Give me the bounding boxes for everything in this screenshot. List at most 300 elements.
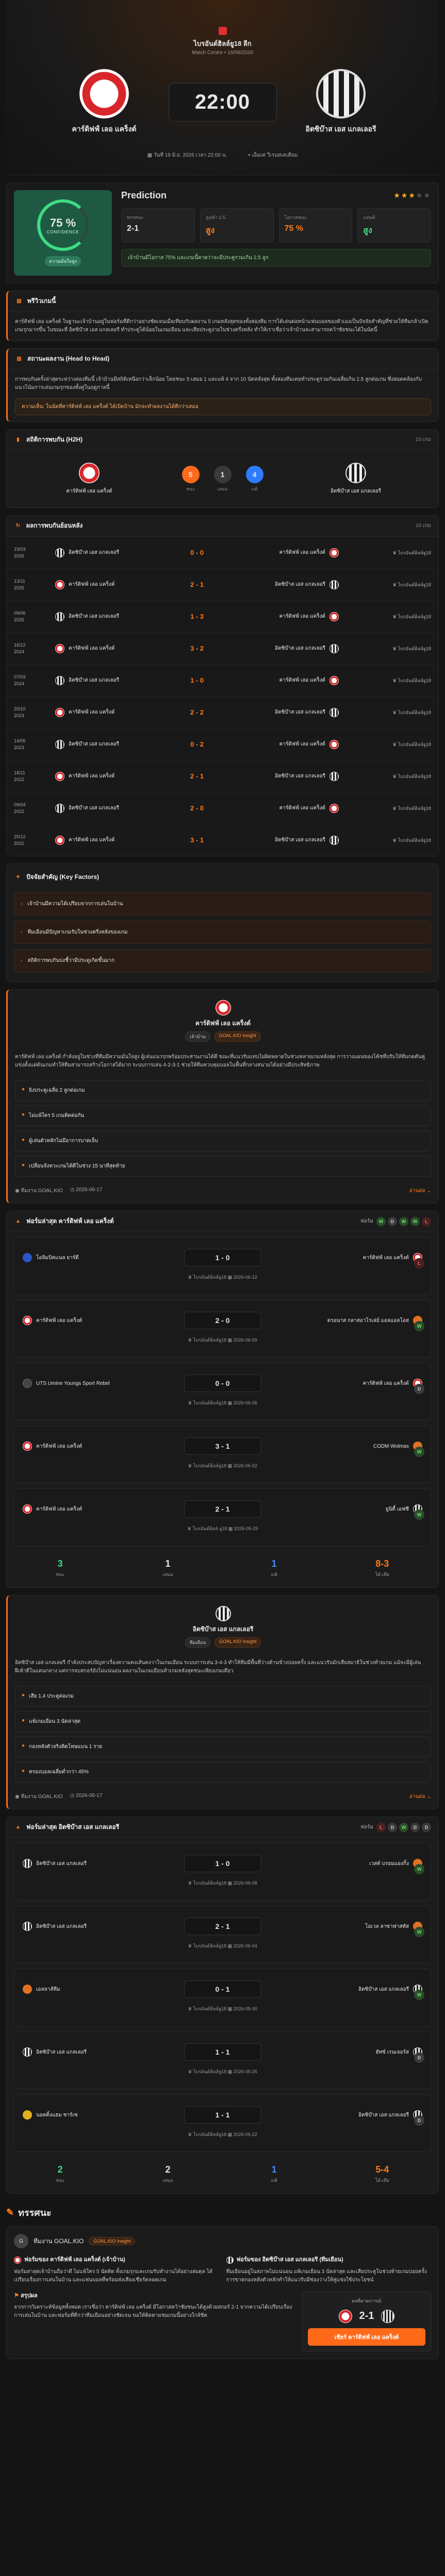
match-hero [6,0,439,175]
form-result-badge: W [414,1927,424,1937]
prediction-cell [200,208,274,243]
form-team-home [23,1379,157,1388]
form-team-home [23,1504,157,1514]
h2h-team-away-name: อิตซิบ๊าส เอส แกลเลอรี [275,709,325,715]
form-match-teams [14,2095,431,2124]
away-form-title: ฟอร์มล่าสุด อิตซิบ๊าส เอส แกลเลอรี [26,1823,120,1831]
form-team-home-name: อิตซิบ๊าส เอส แกลเลอรี [36,1923,87,1929]
prediction-cell-label: สูง/ต่ำ 2.5 [205,215,226,220]
h2h-team-home-name: คาร์ดิฟฟ์ เลอ แคร็งต์ [69,646,115,651]
h2h-date-day: 18/11 [14,770,25,775]
form-match-row[interactable] [14,2031,431,2089]
home-team-crest-icon [216,1000,231,1015]
cheer-button[interactable]: เชียร์ คาร์ดิฟฟ์ เลอ แคร็งต์ [308,2328,425,2346]
trophy-icon: ♛ [392,709,398,715]
form-league: ไบรอันต์ฮิลล์ยู18 [193,2132,227,2137]
h2h-row[interactable] [7,536,438,568]
h2h-date-year: 2025 [14,585,25,590]
draws-count: 1 [214,466,232,483]
prediction-cell-value: 75 % [284,224,303,233]
home-team[interactable] [53,69,156,135]
h2h-date-day: 19/03 [14,546,26,552]
h2h-team-away [225,612,339,621]
preview-card [6,291,439,341]
h2h-team-away-name: คาร์ดิฟฟ์ เลอ แคร็งต์ [279,550,325,555]
preview-title: พรีวิวเกมนี้ [27,297,56,304]
comment-home-block [14,2256,219,2284]
form-summary-value: 3 [57,1558,63,1569]
team-crest-icon [55,740,64,749]
h2h-date [14,738,55,751]
h2h-team-away [225,836,339,845]
form-summary-value: 8-3 [375,1558,389,1569]
h2h-team-away-name: คาร์ดิฟฟ์ เลอ แคร็งต์ [279,677,325,683]
h2h-team-away [225,644,339,653]
form-team-home [23,1316,157,1325]
form-summary-item [271,1558,277,1578]
home-analysis-author [15,1187,63,1195]
h2h-team-away [225,740,339,749]
h2h-summary-text: การพบกันครั้งล่าสุดระหว่างสองทีมนี้ เจ้าบ้านมีสถิติเหนือกว่าเล็กน้อย โดยชนะ 5 เสมอ 1 และแพ้ 4 จาก 10 นัดหลังสุด ทั้งสองทีมเคยทำประตูรวมกันเฉลี่ยเกิน 2.5 ลูกต่อเกม ซึ่งสอดคล้องกับแนวโน้มการเล่นเกมรุกของทั้งคู่ในฤดูกาลนี้ [15,377,422,391]
form-result-badge: D [422,1823,431,1832]
bullet-icon: ● [22,1692,25,1698]
team-crest-icon [23,1922,32,1931]
key-factor-text: สถิติการพบกันบ่งชี้ว่ามีประตูเกิดขึ้นมาก [27,958,115,963]
h2h-team-away [225,708,339,717]
comment-final-block [14,2292,295,2351]
h2h-league-name: ไบรอันต์ฮิลล์ยู18 [398,837,431,843]
away-team-crest-icon [316,69,366,118]
comment-section-title [6,2205,439,2220]
rating-stars [393,191,431,200]
form-team-away-name: อิตซิบ๊าส เอส แกลเลอรี [358,2112,409,2118]
prediction-cell [279,208,353,243]
h2h-date-year: 2024 [14,681,25,686]
form-team-home-name: นอตติ้งแฮม ซาร์เซ [36,2112,78,2118]
bullet-icon: ● [22,1718,25,1723]
h2h-league [339,741,431,748]
form-league: ไบรอันต์ฮิลล์ยู18 [193,1275,227,1280]
form-match-row[interactable] [14,1363,431,1420]
star-icon: ★ [393,191,401,199]
h2h-league-name: ไบรอันต์ฮิลล์ยู18 [398,582,431,587]
form-match-meta [14,2005,431,2012]
confidence-pill: ความมั่นใจสูง [45,256,81,266]
draws-label: เสมอ [217,486,228,492]
h2h-row[interactable] [7,632,438,664]
home-analysis-insight-tag: GOAL.KIO Insight [215,1031,261,1042]
h2h-score: 0 - 0 [190,549,204,556]
h2h-league-name: ไบรอันต์ฮิลล์ยู18 [398,741,431,747]
comment-final-text: จากการวิเคราะห์ข้อมูลทั้งหมด เราเชื่อว่า คาร์ดิฟฟ์ เลอ แคร็งต์ มีโอกาสคว้าชัยชนะได้สูงด้วยสกอร์ 2-1 จากความได้เปรียบเรื่องการเล่นในบ้าน และฟอร์มที่ดีกว่าทีมเยือนอย่างชัดเจน ขอให้ติดตามชมเกมนี้อย่างใกล้ชิด [14,2304,292,2319]
calendar-icon: ▦ [228,1526,234,1531]
form-summary-item [271,2164,277,2184]
home-analysis-points [8,1080,438,1177]
form-match-row[interactable] [14,1906,431,1963]
analysis-point-text: ยิงประตูเฉลี่ย 2 ลูกต่อเกม [29,1088,85,1093]
h2h-team-home-name: คาร์ดิฟฟ์ เลอ แคร็งต์ [69,773,115,779]
document-icon: ▤ [17,298,22,304]
form-date: 2026-05-22 [233,2132,257,2137]
trophy-icon: ♛ [188,1463,193,1468]
h2h-league [339,581,431,588]
comment-card [6,2226,439,2359]
key-factor-text: เจ้าบ้านมีความได้เปรียบจากการเล่นในบ้าน [27,901,123,907]
h2h-team-home [55,676,169,685]
form-match-row[interactable] [14,1488,431,1546]
away-analysis-date [70,1793,103,1801]
h2h-team-home [55,612,169,621]
h2h-team-away-name: อิตซิบ๊าส เอส แกลเลอรี [275,837,325,843]
star-icon: ★ [416,191,424,199]
form-match-meta [14,1399,431,1406]
h2h-date-year: 2025 [14,617,25,622]
h2h-team-home [55,740,169,749]
bolt-icon: › [21,929,23,935]
h2h-score: 2 - 0 [190,804,204,812]
team-crest-icon [329,612,339,621]
form-result-badge: W [376,1217,386,1226]
form-result-badge: L [376,1823,386,1832]
form-result-badge: L [422,1217,431,1226]
bolt-icon: › [21,901,23,907]
home-wins-label: ชนะ [186,486,195,492]
h2h-date [14,770,55,783]
form-match-meta [14,1942,431,1950]
h2h-date [14,674,55,687]
form-league: ไบรอันต์ฮิลล์ยู18 [193,1880,227,1886]
form-team-home [23,1922,157,1931]
team-crest-icon [55,580,64,589]
home-form-badges [376,1217,431,1226]
h2h-row[interactable] [7,728,438,760]
form-team-away-name: โอเวล ลาซาฟาสทัส [365,1923,409,1929]
form-score: 0 - 1 [184,1980,261,1998]
h2h-team-home-name: คาร์ดิฟฟ์ เลอ แคร็งต์ [69,582,115,587]
chart-icon: ▥ [17,356,22,362]
h2h-list-card [6,515,439,856]
form-match-row[interactable] [14,1300,431,1358]
analysis-point [15,1736,431,1757]
h2h-summary-card [6,348,439,422]
team-crest-icon [329,740,339,749]
match-date [147,151,227,159]
h2h-row[interactable] [7,568,438,600]
away-team[interactable] [289,69,392,135]
form-date: 2026-06-04 [233,1943,257,1948]
key-factor-item [14,892,431,916]
trophy-icon: ♛ [188,1943,193,1948]
form-team-home [23,1442,157,1451]
h2h-team-home [55,836,169,845]
h2h-date-year: 2023 [14,713,25,718]
form-result-badge: W [414,1447,424,1457]
away-form-badges [376,1823,431,1832]
home-analysis-read-more[interactable] [409,1187,431,1195]
stats-away-name: อิตซิบ๊าส เอส แกลเลอรี [331,488,381,494]
analysis-point [15,1130,431,1151]
away-form-rows [7,1843,438,2152]
trophy-icon: ♛ [392,677,398,683]
key-factors-title: ปัจจัยสำคัญ (Key Factors) [26,873,100,880]
h2h-list-title: ผลการพบกันย้อนหลัง [26,522,83,529]
h2h-row[interactable] [7,824,438,856]
form-score: 1 - 0 [184,1855,261,1872]
h2h-date-day: 07/03 [14,674,26,680]
team-crest-icon [23,1859,32,1868]
form-summary-label: ชนะ [56,1572,65,1577]
form-summary-label: ได้-เสีย [375,2178,389,2183]
calendar-icon: ▦ [227,1880,234,1886]
team-crest-icon [329,676,339,685]
comment-home-title: ฟอร์มของ คาร์ดิฟฟ์ เลอ แคร็งต์ (เจ้าบ้าน) [24,2257,125,2263]
away-team-name: อิตซิบ๊าส เอส แกลเลอรี [305,125,376,133]
home-analysis-name: คาร์ดิฟฟ์ เลอ แคร็งต์ [195,1020,251,1027]
h2h-team-home-name: อิตซิบ๊าส เอส แกลเลอรี [69,805,119,811]
calendar-icon: ▦ [227,1400,234,1405]
h2h-stats-title: สถิติการพบกัน (H2H) [26,436,83,443]
h2h-team-away [225,548,339,557]
form-date: 2026-05-29 [234,1526,258,1531]
home-team-crest-icon [79,69,129,118]
away-analysis-author-text: ทีมงาน GOAL.KIO [21,1794,63,1800]
final-prediction-title: ผลที่คาดการณ์ [352,2298,382,2303]
away-analysis-text: อิตซิบ๊าส เอส แกลเลอรี กำลังประสบปัญหาเรื่องความคงเส้นคงวาในเกมเยือน ระบบการเล่น 3-4-3 ทำให้ทีมมีพื้นที่ว่างด้านข้างบ่อยครั้ง และแนวรับมักเสียสมาธิในช่วงท้ายเกม แม้จะมีผู้เล่นฝีเท้าดีในแดนกลาง แต่การจบสกอร์ยังไม่แน่นอน ผลงานในเกมเยือนห้าเกมหลังสุดชนะเพียงเกมเดียว [15,1660,421,1674]
league-logo-icon [219,27,227,35]
form-result-badge: D [414,2115,424,2126]
home-analysis-card [6,989,439,1204]
team-crest-icon [329,644,339,653]
stats-icon: ▮ [17,437,20,443]
form-summary-item [56,2164,64,2184]
h2h-date-day: 09/04 [14,802,26,807]
form-team-away [288,2047,422,2057]
home-form-summary [7,1551,438,1587]
h2h-team-home-name: อิตซิบ๊าส เอส แกลเลอรี [69,741,119,747]
prediction-cell-label: ทรรศนะ [127,215,144,220]
stats-away-team [304,463,407,495]
form-match-row[interactable] [14,2094,431,2152]
form-team-home-name: คาร์ดิฟฟ์ เลอ แคร็งต์ [36,1317,83,1324]
form-team-home [23,2110,157,2120]
form-score: 2 - 1 [184,1500,261,1518]
h2h-date [14,706,55,719]
form-match-row[interactable] [14,1843,431,1901]
h2h-date-day: 20/10 [14,706,26,711]
home-team-crest-icon [14,2257,21,2264]
form-summary-item [375,2164,389,2184]
form-match-meta [14,1879,431,1887]
h2h-league-name: ไบรอันต์ฮิลล์ยู18 [398,709,431,715]
key-factor-item [14,921,431,944]
form-league: ไบรอันต์ฮิลล์ยู18 [193,1463,227,1468]
prediction-cell [357,208,431,243]
home-form-rows [7,1237,438,1546]
away-form-label: ฟอร์ม [360,1824,373,1830]
form-result-badge: D [410,1823,420,1832]
form-team-home-name: อิตซิบ๊าส เอส แกลเลอรี [36,2049,87,2055]
team-crest-icon [55,772,64,781]
form-result-badge: D [414,1384,424,1394]
h2h-team-home [55,772,169,781]
form-result-badge: W [414,1864,424,1874]
h2h-league [339,613,431,620]
h2h-league [339,645,431,652]
prediction-cell-value: สูง [363,226,372,235]
clock-icon: ◷ [70,1793,75,1799]
h2h-team-home-name: อิตซิบ๊าส เอส แกลเลอรี [69,550,119,555]
hero-meta [6,151,439,159]
form-match-row[interactable] [14,1969,431,2026]
away-analysis-date-text: 2026-06-17 [76,1793,103,1799]
h2h-row[interactable] [7,664,438,696]
away-form-summary [7,2157,438,2193]
h2h-date [14,834,55,846]
form-summary-label: แพ้ [271,2178,277,2183]
user-icon: ◉ [15,1188,20,1194]
away-analysis-insight-tag: GOAL.KIO Insight [215,1637,261,1648]
h2h-league [339,837,431,844]
confidence-panel [14,190,112,276]
form-result-badge: W [414,1321,424,1331]
star-icon: ★ [401,191,409,199]
avatar: G [14,2234,28,2248]
h2h-team-home [55,804,169,813]
key-factor-item [14,949,431,972]
form-score: 2 - 1 [184,1918,261,1935]
h2h-score: 1 - 0 [190,676,204,684]
form-match-row[interactable] [14,1426,431,1483]
chevron-down-icon: ⌄ [426,1188,431,1194]
form-match-teams [14,2032,431,2061]
form-date: 2026-05-30 [233,2006,257,2011]
trophy-icon: ♛ [392,646,398,651]
analysis-point-text: เสีย 1.4 ประตูต่อเกม [29,1693,74,1699]
analysis-point-text: ครองบอลเฉลี่ยต่ำกว่า 45% [29,1769,89,1775]
h2h-date-day: 13/11 [14,578,25,584]
h2h-team-away-name: คาร์ดิฟฟ์ เลอ แคร็งต์ [279,741,325,747]
trophy-icon: ♛ [392,550,398,555]
calendar-icon: ▦ [227,1337,234,1343]
form-score: 3 - 1 [184,1437,261,1455]
h2h-league [339,549,431,556]
away-analysis-read-more[interactable] [409,1793,431,1801]
form-result-badge: W [414,1990,424,2000]
away-analysis-author [15,1793,63,1801]
prediction-cells [121,208,431,243]
h2h-date-day: 25/12 [14,834,26,839]
league-name[interactable]: ไบรอันต์ฮิลล์ยู18 ลีก [193,40,252,47]
h2h-team-home [55,580,169,589]
team-crest-icon [23,2110,32,2120]
location-pin-icon: ⌖ [248,152,251,158]
stats-counts [180,466,265,493]
form-team-away [288,1442,422,1451]
away-wins-label: แพ้ [251,486,258,492]
form-team-home-name: คาร์ดิฟฟ์ เลอ แคร็งต์ [36,1506,83,1512]
analysis-point [15,1761,431,1783]
form-team-away-name: คาร์ดิฟฟ์ เลอ แคร็งต์ [362,1380,409,1386]
comment-away-title: ฟอร์มของ อิตซิบ๊าส เอส แกลเลอรี (ทีมเยือน) [236,2257,343,2263]
league-sub: Match Centre • 16/06/2026 [191,50,254,56]
chevron-down-icon: ⌄ [426,1794,431,1800]
user-icon: ◉ [15,1794,20,1800]
form-team-away [288,1316,422,1325]
h2h-row[interactable] [7,792,438,824]
form-summary-value: 2 [165,2164,171,2175]
h2h-date [14,578,55,591]
h2h-league [339,805,431,812]
trophy-icon: ♛ [188,2006,193,2011]
h2h-list-tag: 10 เกม [416,523,431,529]
h2h-date [14,546,55,559]
h2h-row[interactable] [7,600,438,632]
prediction-title: Prediction [121,190,167,200]
team-crest-icon [55,676,64,685]
form-team-away [288,1504,422,1514]
h2h-row[interactable] [7,696,438,728]
analysis-point-text: แพ้เกมเยือน 3 นัดล่าสุด [29,1719,81,1724]
team-crest-icon [329,708,339,717]
team-crest-icon [55,612,64,621]
h2h-row[interactable] [7,760,438,792]
analysis-point [15,1711,431,1732]
calendar-icon: ▦ [227,1463,234,1468]
bullet-icon: ● [22,1743,25,1749]
analysis-point-text: ผู้เล่นตัวหลักไม่มีอาการบาดเจ็บ [29,1138,98,1144]
home-wins-count: 5 [182,466,200,483]
form-match-teams [14,1300,431,1329]
comment-home-text: ฟอร์มล่าสุดเจ้าบ้านถือว่าดี ไม่แพ้ใคร 5 นัดติด ทั้งเกมรุกและเกมรับทำงานได้อย่างสมดุล ได้เปรียบเรื่องการเล่นในบ้าน และแฟนบอลที่พร้อมส่งเสียงเชียร์ตลอดเกม [14,2268,213,2283]
team-crest-icon [23,1985,32,1994]
form-summary-value: 1 [271,2164,277,2175]
hero-teams [6,56,439,135]
comment-user: ทีมงาน GOAL.KIO [34,2237,84,2245]
form-match-row[interactable] [14,1237,431,1295]
prediction-cell-value: สูง [205,226,215,235]
bullet-icon: ● [22,1768,25,1774]
form-match-teams [14,1906,431,1935]
form-team-away-name: ยูนิตี้ เอฟซี [385,1506,409,1512]
calendar-icon: ▦ [227,2006,234,2011]
form-result-badge: D [388,1823,397,1832]
h2h-date-year: 2026 [14,553,25,558]
h2h-team-home-name: อิตซิบ๊าส เอส แกลเลอรี [69,614,119,619]
comment-icon: ✎ [6,2207,14,2217]
h2h-team-away-name: อิตซิบ๊าส เอส แกลเลอรี [275,646,325,651]
home-analysis-text: คาร์ดิฟฟ์ เลอ แคร็งต์ กำลังอยู่ในช่วงที่ทีมมีความมั่นใจสูง ผู้เล่นแนวรุกพร้อมประสานงานได้ดี ขณะที่แนวรับแทบไม่ผิดพลาดในช่วงหลายเกมหลังสุด การวางแผนของโค้ชที่ปรับให้ทีมกดดันคู่แข่งตั้งแต่ต้นเกมทำให้ทีมสามารถสร้างโอกาสได้มาก ระบบการเล่น 4-2-3-1 ช่วยให้ทีมควบคุมบอลในพื้นที่กลางสนามได้อย่างมีประสิทธิภาพ [15,1054,425,1068]
comment-away-block [226,2256,432,2284]
home-team-crest-icon [79,463,100,483]
form-score: 1 - 1 [184,2106,261,2124]
form-summary-item [162,1558,173,1578]
form-result-badge: W [399,1217,408,1226]
h2h-team-home [55,708,169,717]
form-result-badge: W [399,1823,408,1832]
calendar-icon: ▦ [227,1943,234,1948]
away-analysis-card [6,1595,439,1809]
form-summary-value: 5-4 [375,2164,389,2175]
prediction-body [121,190,431,276]
away-analysis-read-more-text: อ่านต่อ [409,1794,425,1800]
h2h-stats-card [6,429,439,508]
h2h-score: 3 - 2 [190,645,204,652]
home-team-name: คาร์ดิฟฟ์ เลอ แคร็งต์ [72,125,137,133]
team-crest-icon [55,548,64,557]
form-team-home-name: เอลลาส์ทีม [36,1986,60,1992]
form-team-away-name: ดรอนาส กลาสอาโรเล่ย์ แอลแอลโอส [327,1317,409,1324]
bolt-icon: › [21,958,23,963]
